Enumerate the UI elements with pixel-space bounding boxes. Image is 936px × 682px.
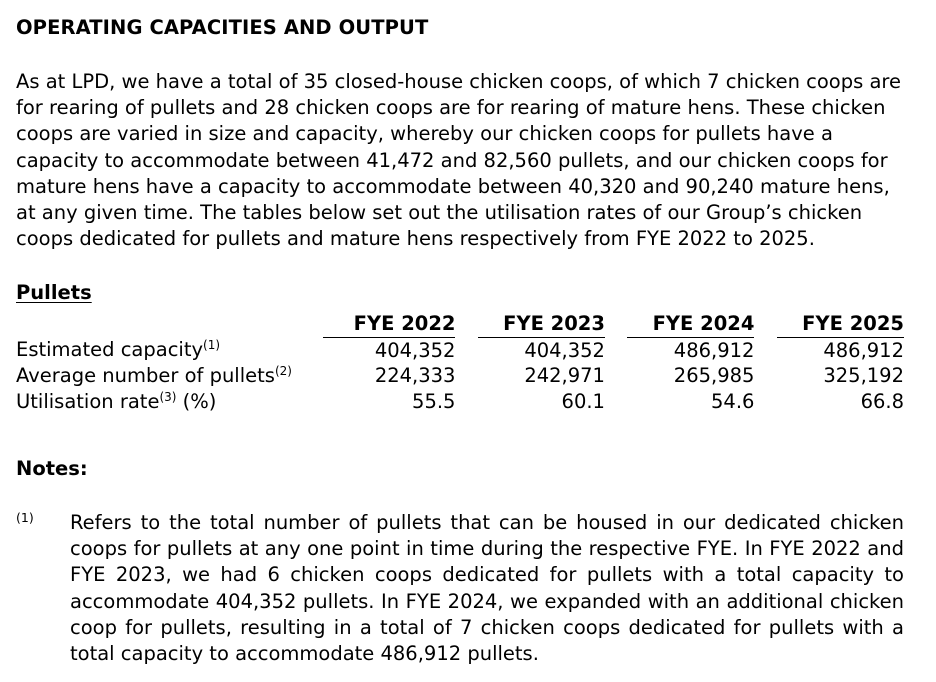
pullets-table: [16, 311, 904, 414]
table-cell: 486,912: [673, 338, 755, 362]
row-label-text: Utilisation rate: [16, 389, 160, 413]
table-cell: 404,352: [374, 338, 456, 362]
note-marker: (1): [16, 510, 34, 525]
table-cell: 404,352: [524, 338, 605, 362]
row-label: [16, 363, 323, 389]
note-text: Refers to the total number of pullets that can be housed in our dedicated chicken coops for pullets at any one point in time during the respective FYE. In FYE 2022 and FYE 2023, we had 6 chicken coops dedicated for pullets with a total capacity to accommodate 404,352 pullets. In FYE 2024, we expanded with an additional chicken coop for pullets, resulting in a total of 7 chicken coops dedicated for pullets with a total capacity to accommodate 486,912 pullets.: [70, 511, 904, 666]
section-heading: OPERATING CAPACITIES AND OUTPUT: [16, 16, 429, 39]
intro-paragraph: As at LPD, we have a total of 35 closed-house chicken coops, of which 7 chicken coops are for rearing of pullets and 28 chicken coops are for rearing of mature hens. These chicken coops are varied in size and capacity, whereby our chicken coops for pullets have a capacity to accommodate between 41,472 and 82,560 pullets, and our chicken coops for mature hens have a capacity to accommodate between 40,320 and 90,240 mature hens, at any given time. The tables below set out the utilisation rates of our Group’s chicken coops dedicated for pullets and mature hens respectively from FYE 2022 to 2025.: [16, 70, 902, 251]
footnote-ref: (1): [203, 338, 221, 353]
table-row: [16, 337, 904, 363]
column-header: FYE 2024: [627, 311, 754, 337]
row-label-suffix: (%): [176, 389, 217, 413]
table-cell: 486,912: [823, 338, 904, 362]
pullets-subheading: Pullets: [16, 281, 92, 304]
table-row: [16, 363, 904, 389]
row-label-text: Estimated capacity: [16, 338, 204, 362]
table-cell: 60.1: [561, 389, 605, 413]
table-cell: 55.5: [412, 389, 456, 413]
table-cell: 265,985: [673, 364, 755, 387]
column-header: FYE 2023: [478, 311, 605, 337]
row-label: [16, 389, 323, 415]
table-cell: 54.6: [711, 389, 755, 413]
table-header-row: [16, 311, 904, 337]
notes-heading: Notes:: [16, 457, 88, 480]
footnote-ref: (3): [159, 389, 177, 404]
table-cell: 66.8: [860, 389, 904, 413]
column-header: FYE 2025: [777, 311, 905, 337]
table-cell: 325,192: [823, 364, 904, 387]
row-label: [16, 337, 323, 363]
table-row: [16, 389, 904, 415]
footnote-ref: (2): [274, 364, 292, 378]
table-cell: 224,333: [374, 364, 456, 387]
row-label-text: Average number of pullets: [16, 364, 275, 387]
header-blank: [16, 311, 323, 337]
column-header: FYE 2022: [323, 311, 455, 337]
table-cell: 242,971: [524, 364, 605, 387]
